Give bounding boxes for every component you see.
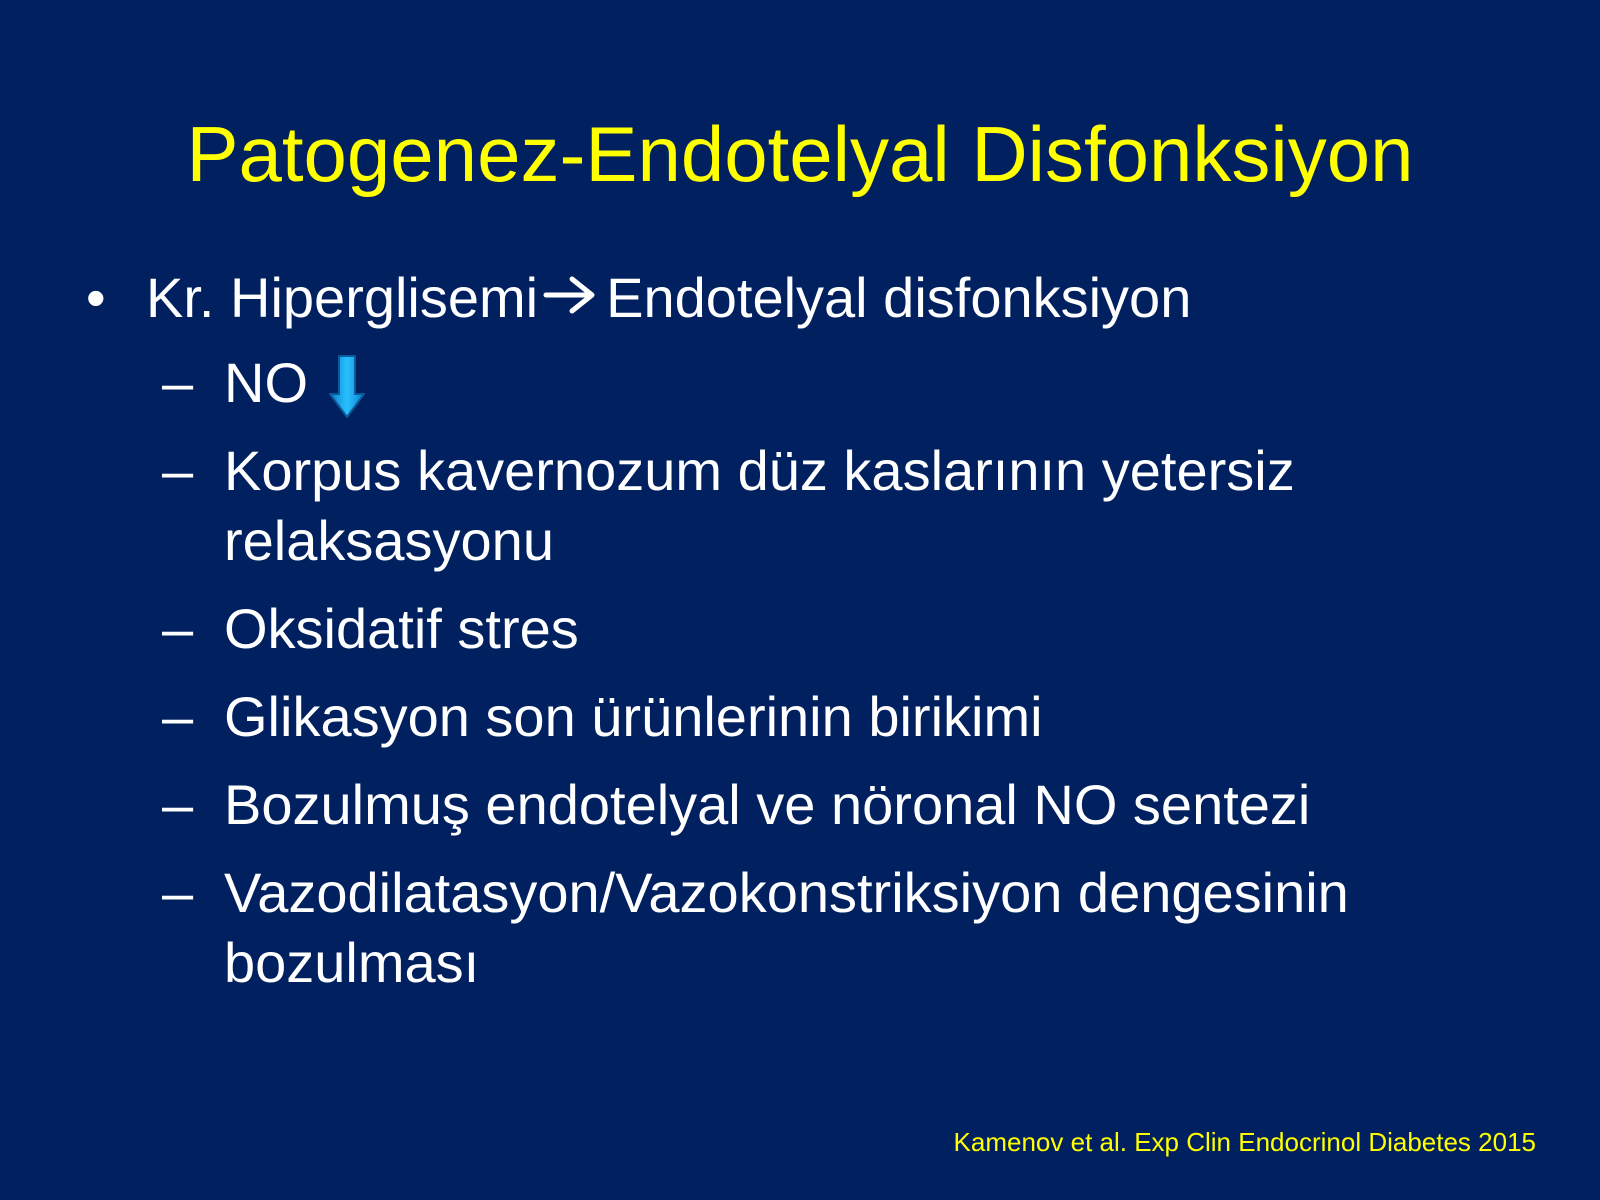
sub-marker: – — [162, 597, 194, 660]
citation: Kamenov et al. Exp Clin Endocrinol Diabetes 2015 — [953, 1127, 1536, 1157]
bullet-text-after: Endotelyal disfonksiyon — [606, 266, 1192, 329]
sub-item-text: Glikasyon son ürünlerinin birikimi — [224, 685, 1043, 748]
sub-item-text: NO — [224, 351, 308, 414]
bullet-text-before: Kr. Hiperglisemi — [146, 266, 539, 329]
sub-marker: – — [162, 861, 194, 924]
sub-item-text: Vazodilatasyon/Vazokonstriksiyon dengesinin bozulması — [224, 861, 1349, 994]
slide-title: Patogenez-Endotelyal Disfonksiyon — [186, 110, 1414, 198]
down-arrow-icon — [328, 354, 366, 420]
sub-item-text: Oksidatif stres — [224, 597, 579, 660]
right-arrow-icon — [542, 275, 598, 315]
sub-item-text: Korpus kavernozum düz kaslarının yetersiz relaksasyonu — [224, 439, 1295, 572]
sub-item-text: Bozulmuş endotelyal ve nöronal NO sentezi — [224, 773, 1311, 836]
bullet-text — [146, 258, 1191, 338]
sub-marker: – — [162, 773, 194, 836]
bullet-marker: • — [86, 266, 106, 329]
sub-marker: – — [162, 439, 194, 502]
sub-marker: – — [162, 685, 194, 748]
sub-marker: – — [162, 351, 194, 414]
